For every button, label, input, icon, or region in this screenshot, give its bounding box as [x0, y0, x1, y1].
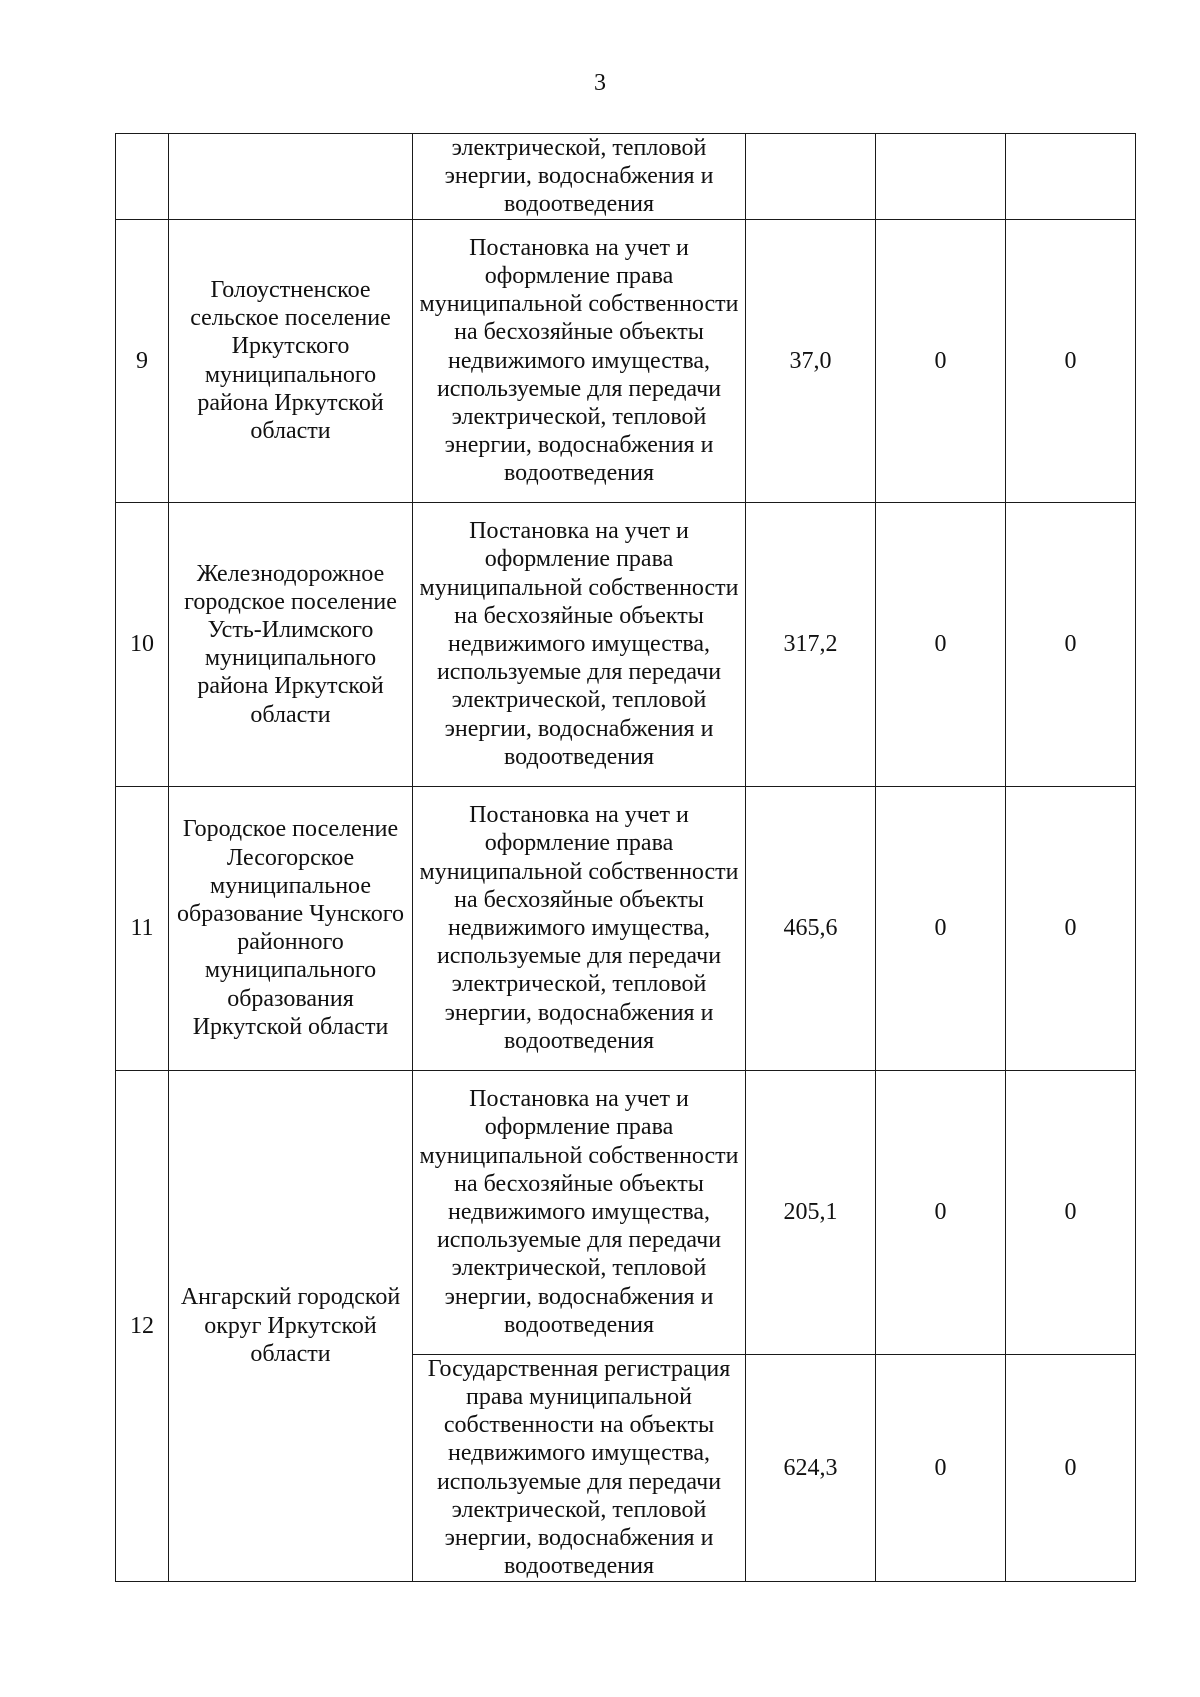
value-cell: 0: [1006, 502, 1136, 786]
amount-cell: 317,2: [746, 502, 876, 786]
description-cell: Постановка на учет и оформление права муниципальной собственности на бесхозяйные объекты недвижимого имущества, используемые для передачи электрической, тепловой энергии, водоснабжения и водоотведения: [413, 502, 746, 786]
row-number-cell: 11: [116, 786, 169, 1070]
amount-cell: 205,1: [746, 1070, 876, 1354]
row-number-cell: 9: [116, 219, 169, 502]
value-cell: [876, 134, 1006, 220]
value-cell: 0: [876, 1354, 1006, 1581]
row-number-cell: [116, 134, 169, 220]
value-cell: 0: [876, 502, 1006, 786]
municipality-cell: Ангарский городской округ Иркутской области: [169, 1070, 413, 1581]
value-cell: 0: [1006, 219, 1136, 502]
value-cell: 0: [1006, 786, 1136, 1070]
row-number-cell: 10: [116, 502, 169, 786]
page-number: 3: [594, 70, 606, 96]
municipality-cell: Городское поселение Лесогорское муниципальное образование Чунского районного муниципального образования Иркутской области: [169, 786, 413, 1070]
value-cell: 0: [1006, 1070, 1136, 1354]
value-cell: 0: [1006, 1354, 1136, 1581]
value-cell: 0: [876, 1070, 1006, 1354]
row-number-cell: 12: [116, 1070, 169, 1581]
municipality-cell: Голоустненское сельское поселение Иркутского муниципального района Иркутской области: [169, 219, 413, 502]
municipality-cell: Железнодорожное городское поселение Усть-Илимского муниципального района Иркутской области: [169, 502, 413, 786]
table-row: [116, 786, 1136, 1070]
value-cell: 0: [876, 219, 1006, 502]
description-cell: Государственная регистрация права муниципальной собственности на объекты недвижимого имущества, используемые для передачи электрической, тепловой энергии, водоснабжения и водоотведения: [413, 1354, 746, 1581]
value-cell: [1006, 134, 1136, 220]
description-cell: Постановка на учет и оформление права муниципальной собственности на бесхозяйные объекты недвижимого имущества, используемые для передачи электрической, тепловой энергии, водоснабжения и водоотведения: [413, 786, 746, 1070]
description-cell: Постановка на учет и оформление права муниципальной собственности на бесхозяйные объекты недвижимого имущества, используемые для передачи электрической, тепловой энергии, водоснабжения и водоотведения: [413, 219, 746, 502]
amount-cell: 624,3: [746, 1354, 876, 1581]
amount-cell: 465,6: [746, 786, 876, 1070]
table-row: [116, 1070, 1136, 1354]
table-row: [116, 134, 1136, 220]
table-row: [116, 502, 1136, 786]
amount-cell: [746, 134, 876, 220]
allocation-table: [115, 133, 1136, 1582]
description-cell: Постановка на учет и оформление права муниципальной собственности на бесхозяйные объекты недвижимого имущества, используемые для передачи электрической, тепловой энергии, водоснабжения и водоотведения: [413, 1070, 746, 1354]
description-cell: электрической, тепловой энергии, водоснабжения и водоотведения: [413, 134, 746, 220]
municipality-cell: [169, 134, 413, 220]
value-cell: 0: [876, 786, 1006, 1070]
table-row: [116, 219, 1136, 502]
amount-cell: 37,0: [746, 219, 876, 502]
